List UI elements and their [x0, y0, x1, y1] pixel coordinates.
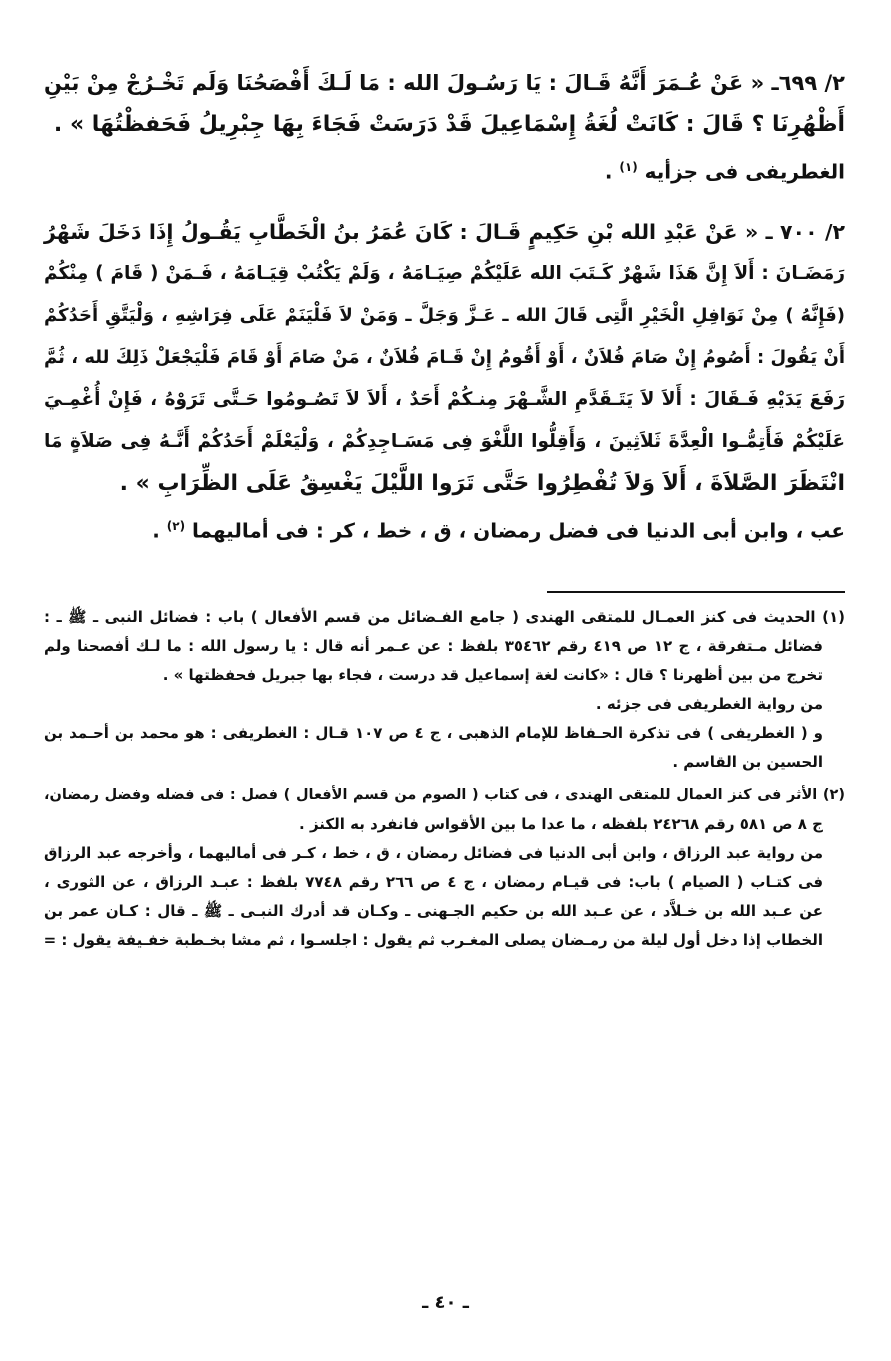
- hadith-700-line: أَنْ يَقُولَ : أَصُومُ إِنْ صَامَ فُلاَنٌ ، أَوْ أَقُومُ إِنْ قَـامَ فُلاَنٌ ، مَنْ صَامَ أَوْ قَامَ فَلْيَجْعَلْ ذَلِكَ لله ، ثُمَّ: [44, 346, 845, 368]
- page-number: ـ ٤٠ ـ: [422, 1292, 469, 1313]
- hadith-699: [44, 62, 845, 193]
- hadith-700-line: (فَإِنَّهُ ) مِنْ نَوَافِلِ الْخَيْرِ الَّتِى قَالَ الله ـ عَـزَّ وَجَلَّ ـ وَمَنْ لاَ فَلْيَنَمْ عَلَى فِرَاشِهِ ، وَلْيَتَّقِ أَحَدُكُمْ: [44, 304, 845, 326]
- footnote-ref: (١): [619, 160, 638, 174]
- footnote-line: (١) الحديث فى كنز العمـال للمتقى الهندى ( جامع الفـضائل من قسم الأفعال ) باب : فضائل النبى ـ ﷺ ـ :: [44, 608, 845, 627]
- footnote-line: تخرج من بين أظهرنا ؟ قال : «كانت لغة إسماعيل قد درست ، فجاء بها جبريل فحفظتها » .: [162, 666, 823, 685]
- hadith-699-line: أَظْهُرِنَا ؟ قَالَ : كَانَتْ لُغَةُ إِسْمَاعِيلَ قَدْ دَرَسَتْ فَجَاءَ بِهَا جِبْرِيلُ فَحَفظْتُهَا » .: [53, 112, 845, 137]
- footnote-line: الخطاب إذا دخل أول ليلة من رمـضان يصلى المغـرب ثم يقول : اجلسـوا ، ثم مشا بخـطبة خفـيفة يقول : =: [43, 931, 823, 950]
- hadith-700-line: رَمَضَـانَ : أَلاَ إِنَّ هَذَا شَهْرٌ كَـتَبَ الله عَلَيْكُمْ صِيَـامَهُ ، وَلَمْ يَكْتُبْ قِيَـامَهُ ، فَـمَنْ ( قَامَ ) مِنْكُمْ: [44, 262, 845, 284]
- hadith-700-line: رَفَعَ يَدَيْهِ فَـقَالَ : أَلاَ لاَ يَتَـقَدَّمِ الشَّـهْرَ مِنـكُمْ أَحَدٌ ، أَلاَ لاَ تَصُـومُوا حَـتَّى تَرَوْهُ ، فَإِنْ أُغْمِـيَ: [44, 388, 845, 410]
- footnote-line: (٢) الأثر فى كنز العمال للمتقى الهندى ، فى كتاب ( الصوم من قسم الأفعال ) فصل : فى فضله وفضل رمضان،: [44, 787, 845, 804]
- footnote-line: من رواية الغطريفى فى جزئه .: [595, 695, 823, 714]
- hadith-699-line: ٢/ ٦٩٩ـ « عَنْ عُـمَرَ أَنَّهُ قَـالَ : يَا رَسُـولَ الله : مَا لَـكَ أَفْصَحُنَا وَلَم تَخْـرُجْ مِنْ بَيْنِ: [44, 71, 845, 95]
- hadith-700-line: انْتَظَرَ الصَّلاَةَ ، أَلاَ وَلاَ تُفْطِرُوا حَتَّى تَرَوا اللَّيْلَ يَغْسِقُ عَلَى الظِّرَابِ » .: [119, 470, 845, 496]
- footnote-line: عن عـبد الله بن خـلاَّد ، عن عـبد الله بن حكيم الجـهنى ـ وكـان قد أدرك النبـى ـ ﷺ ـ قال : كـان عمر بن: [44, 902, 823, 921]
- source-end: .: [152, 518, 160, 543]
- footnote-line: فضائل مـتفرقة ، ج ١٢ ص ٤١٩ رقم ٣٥٤٦٢ بلفظ : عن عـمر أنه قال : يا رسول الله : ما لـك أفصحنا ولم: [44, 637, 823, 656]
- footnote-line: من رواية عبد الرزاق ، وابن أبى الدنيا فى فضائل رمضان ، ق ، خط ، كـر فى أماليهما ، وأخرجه عبد الرزاق: [44, 844, 823, 863]
- footnote-line: الحسين بن القاسم .: [672, 753, 823, 772]
- footnote-divider: [547, 591, 845, 593]
- footnote-1: [44, 603, 845, 777]
- hadith-700: [44, 211, 845, 552]
- footnote-line: فى كتـاب ( الصيام ) باب: فى قيـام رمضان ، ج ٤ ص ٢٦٦ رقم ٧٧٤٨ بلفظ : عبـد الرزاق ، عن الثورى ،: [44, 873, 824, 892]
- footnote-ref: (٢): [166, 518, 186, 533]
- hadith-700-line: عَلَيْكُمْ فَأَتِمُّـوا الْعِدَّةَ ثَلاَثِينَ ، وَأَقِلُّوا اللَّغْوَ فِى مَسَـاجِدِكُمْ ، وَلْيَعْلَمْ أَحَدُكُمْ أَنَّـهُ فِى صَلاَةٍ مَا: [44, 430, 845, 452]
- footnote-line: ج ٨ ص ٥٨١ رقم ٢٤٢٦٨ بلفظه ، ما عدا ما بين الأقواس فانفرد به الكنز .: [299, 815, 823, 834]
- source-text: عب ، وابن أبى الدنيا فى فضل رمضان ، ق ، خط ، كر : فى أماليهما: [192, 518, 845, 543]
- footnote-line: و ( الغطريفى ) فى تذكرة الحـفاظ للإمام الذهبى ، ج ٤ ص ١٠٧ قـال : الغطريفى : هو محمد بن أحـمد بن: [44, 724, 823, 743]
- source-end: .: [604, 159, 613, 184]
- hadith-699-source: [44, 146, 845, 193]
- footnote-2: [44, 781, 845, 955]
- hadith-700-source: [44, 505, 845, 552]
- source-text: الغطريفى فى جزأيه: [644, 159, 845, 184]
- hadith-700-line: ٢/ ٧٠٠ ـ « عَنْ عَبْدِ الله بْنِ حَكِيمٍ قَـالَ : كَانَ عُمَرُ بنُ الْخَطَّابِ يَقُـولُ إِذَا دَخَلَ شَهْرُ: [44, 219, 846, 244]
